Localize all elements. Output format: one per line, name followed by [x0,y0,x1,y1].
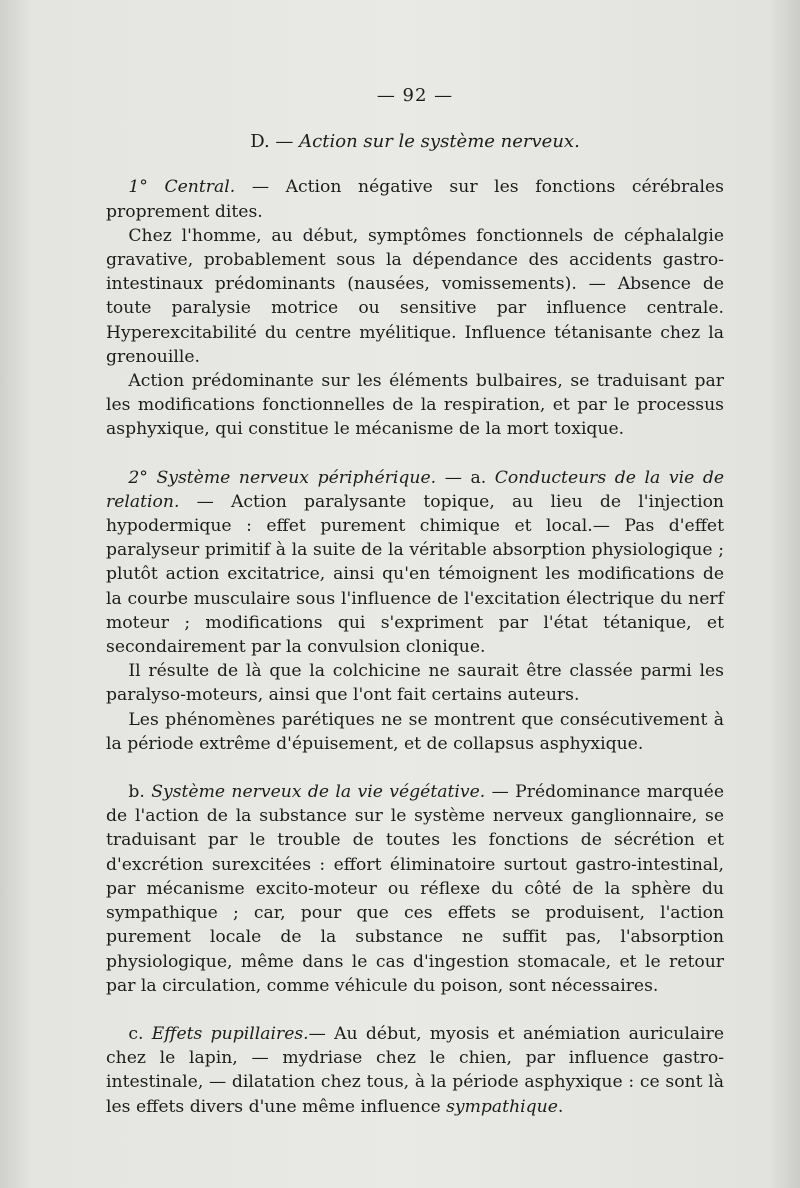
central-paragraph-1: Chez l'homme, au début, symptômes fonctionnels de céphalalgie gravative, probablement sous la dépendance des accidents gastro-intestinaux prédominants (nausées, vomissements). — Absence de toute paralysie motrice ou sensitive par influence centrale. Hyperexcitabilité du centre myélitique. Influence tétanisante chez la grenouille. [106,225,724,367]
peripherique-label: 2° Système nerveux périphérique. [128,467,437,488]
pupillaires-emphasis: sympathique [446,1096,558,1117]
peripherique-paragraph-2: Il résulte de là que la colchicine ne saurait être classée parmi les paralyso-moteurs, ainsi que l'ont fait certains auteurs. [106,661,724,706]
peripherique-paragraph-3: Les phénomènes parétiques ne se montrent que consécutivement à la période extrême d'épuisement, et de collapsus asphyxique. [106,709,724,754]
central-paragraph-2: Action prédominante sur les éléments bulbaires, se traduisant par les modifications fonctionnelles de la respiration, et par le processus asphyxique, qui constitue le mécanisme de la mort toxique. [106,371,724,440]
page-number: — 92 — [376,85,454,106]
central-intro [106,175,724,223]
pupillaires-text: — Au début, myosis et anémiation auriculaire chez le lapin, — mydriase chez le chien, par influence gastro-intestinale, — dilatation chez tous, à la période asphyxique : ce sont là les effets divers d'une même influence [106,1023,724,1117]
central-label: 1° Central. [128,177,236,198]
vegetative-label: Système nerveux de la vie végétative. [151,782,486,803]
pupillaires-label: Effets pupillaires. [151,1023,309,1044]
vegetative-text: — Prédominance marquée de l'action de la substance sur le système nerveux ganglionnaire, se traduisant par le trouble de toutes les fonctions de sécrétion et d'excrétion surexcitées : effort éliminatoire surtout gastro-intestinal, par mécanisme excito-moteur ou réflexe du côté de la sphère du sympathique ; car, pour que ces effets se produisent, l'action purement locale de la substance ne suffit pas, l'absorption physiologique, même dans le cas d'ingestion stomacale, et le retour par la circulation, comme véhicule du poison, sont nécessaires. [106,782,724,996]
peripherique-dash: — a. [436,467,495,488]
pupillaires-paragraph [106,1022,724,1119]
peripherique-paragraph [106,466,724,660]
vegetative-prefix: b. [128,782,152,803]
section-title: Action sur le système nerveux. [299,131,580,153]
section-letter: D. — [250,131,294,153]
pupillaires-end: . [557,1096,564,1117]
page-body [106,84,724,1119]
central-intro-text: — Action négative sur les fonctions cérébrales proprement dites. [106,177,724,222]
section-heading [106,130,724,154]
pupillaires-prefix: c. [128,1023,152,1044]
peripherique-text: — Action paralysante topique, au lieu de l'injection hypodermique : effet purement chimique et local.— Pas d'effet paralyseur primitif à la suite de la véritable absorption physiologique ; plutôt action excitatrice, ainsi qu'en témoignent les modifications de la courbe musculaire sous l'influence de l'excitation électrique du nerf moteur ; modifications qui s'expriment par l'état tétanique, et secondairement par la convulsion clonique. [106,491,724,658]
vegetative-paragraph [106,780,724,998]
peripherique-sublabel: Conducteurs de la vie de relation. [106,467,724,512]
